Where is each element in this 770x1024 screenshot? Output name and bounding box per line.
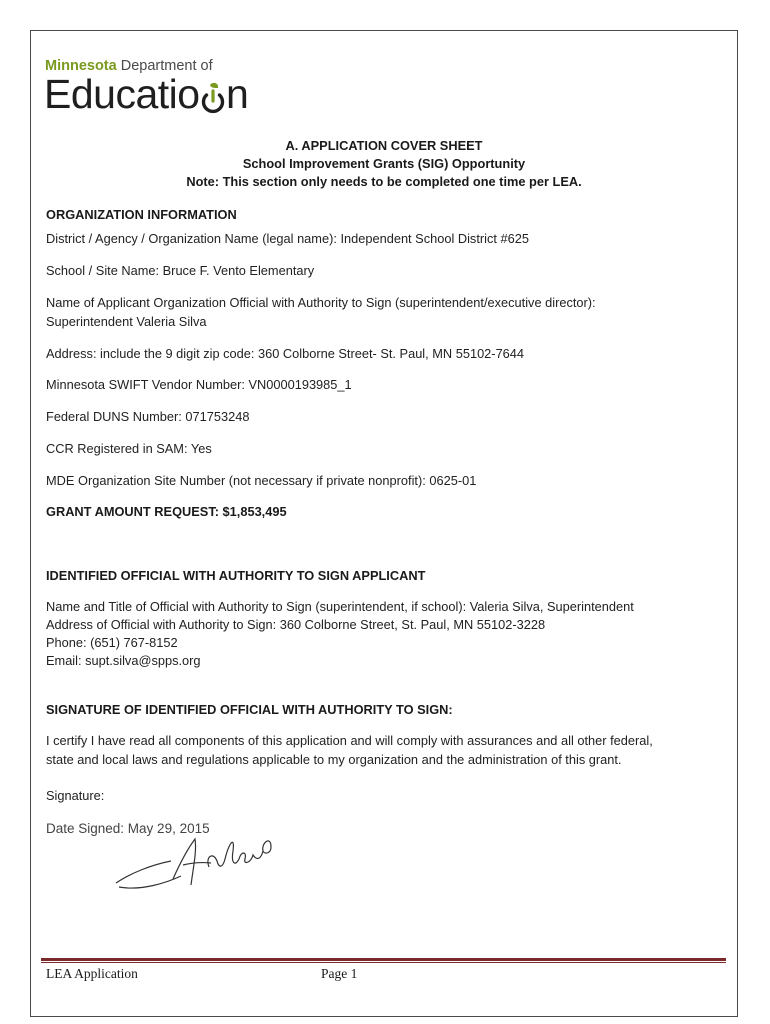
footer-rule [41, 958, 726, 961]
grant-amount: GRANT AMOUNT REQUEST: $1,853,495 [46, 504, 287, 519]
official-phone: Phone: (651) 767-8152 [46, 635, 178, 650]
power-icon [200, 82, 226, 116]
logo-brand: Minnesota [45, 58, 117, 74]
page-number: Page 1 [321, 966, 358, 981]
cover-sheet-title: A. APPLICATION COVER SHEET [285, 138, 483, 153]
cover-sheet-note: Note: This section only needs to be completed one time per LEA. [186, 174, 582, 189]
address-line: Address: include the 9 digit zip code: 360 Colborne Street- St. Paul, MN 55102-7644 [46, 346, 525, 361]
identified-official-heading: IDENTIFIED OFFICIAL WITH AUTHORITY TO SIGN APPLICANT [46, 568, 426, 583]
footer-label: LEA Application [46, 966, 138, 981]
school-line: School / Site Name: Bruce F. Vento Elementary [46, 263, 315, 278]
official-line-2: Superintendent Valeria Silva [46, 314, 207, 329]
district-line: District / Agency / Organization Name (legal name): Independent School District #625 [46, 231, 529, 246]
official-name-title: Name and Title of Official with Authority to Sign (superintendent, if school): Valeria Silva, Superintendent [46, 599, 634, 614]
swift-line: Minnesota SWIFT Vendor Number: VN0000193985_1 [46, 377, 352, 392]
handwritten-signature [111, 821, 281, 901]
document-page [30, 30, 738, 1017]
logo-word-end: n [226, 71, 249, 117]
date-signed: Date Signed: May 29, 2015 [46, 821, 210, 836]
certify-line-2: state and local laws and regulations applicable to my organization and the administration of this grant. [46, 752, 622, 767]
footer-rule-thin [41, 962, 726, 963]
certify-line-1: I certify I have read all components of this application and will comply with assurances and all other federal, [46, 733, 653, 748]
logo-word: Educatio [44, 71, 200, 117]
site-number-line: MDE Organization Site Number (not necessary if private nonprofit): 0625-01 [46, 473, 477, 488]
official-address: Address of Official with Authority to Sign: 360 Colborne Street, St. Paul, MN 55102-3228 [46, 617, 546, 632]
signature-label: Signature: [46, 788, 105, 803]
official-line-1: Name of Applicant Organization Official with Authority to Sign (superintendent/executive director): [46, 295, 596, 310]
official-email: Email: supt.silva@spps.org [46, 653, 201, 668]
mde-logo [44, 58, 249, 130]
duns-line: Federal DUNS Number: 071753248 [46, 409, 250, 424]
organization-heading: ORGANIZATION INFORMATION [46, 207, 237, 222]
ccr-line: CCR Registered in SAM: Yes [46, 441, 212, 456]
logo-dept: Department of [116, 58, 213, 74]
cover-sheet-subtitle: School Improvement Grants (SIG) Opportunity [242, 156, 526, 171]
signature-heading: SIGNATURE OF IDENTIFIED OFFICIAL WITH AUTHORITY TO SIGN: [46, 702, 453, 717]
